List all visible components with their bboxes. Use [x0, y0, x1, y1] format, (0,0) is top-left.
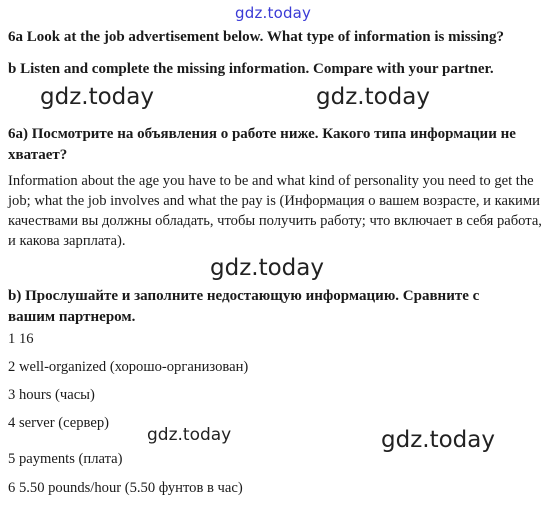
answer-item: 6 5.50 pounds/hour (5.50 фунтов в час) — [8, 480, 243, 496]
task-6a-heading-en: 6a Look at the job advertisement below. What type of information is missing? — [8, 29, 504, 45]
answer-item: 5 payments (плата) — [8, 451, 123, 467]
task-6a-heading-ru: 6a) Посмотрите на объявления о работе ниже. Какого типа информации не хватает? — [8, 126, 516, 163]
watermark-top: gdz.today — [235, 4, 312, 22]
answer-item: 4 server (сервер) — [8, 415, 109, 431]
watermark-center: gdz.today — [210, 255, 324, 281]
answer-item: 2 well-organized (хорошо-организован) — [8, 359, 249, 375]
answer-item: 3 hours (часы) — [8, 387, 95, 403]
task-b-heading-ru: b) Прослушайте и заполните недостающую информацию. Сравните с вашим партнером. — [8, 288, 480, 325]
watermark-left: gdz.today — [40, 84, 154, 110]
watermark-small: gdz.today — [147, 425, 232, 445]
task-b-heading-en: b Listen and complete the missing information. Compare with your partner. — [8, 61, 494, 77]
watermark-right: gdz.today — [316, 84, 430, 110]
answer-paragraph: Information about the age you have to be and what kind of personality you need to get the job; what the job involves and what the pay is (Информация о вашем возрасте, и какими качествами вы должны обладать, чтобы получить работу; что включает в себя работа, и какова зарплата). — [8, 173, 542, 249]
answer-item: 1 16 — [8, 331, 34, 347]
watermark-bottom-right: gdz.today — [381, 427, 495, 453]
